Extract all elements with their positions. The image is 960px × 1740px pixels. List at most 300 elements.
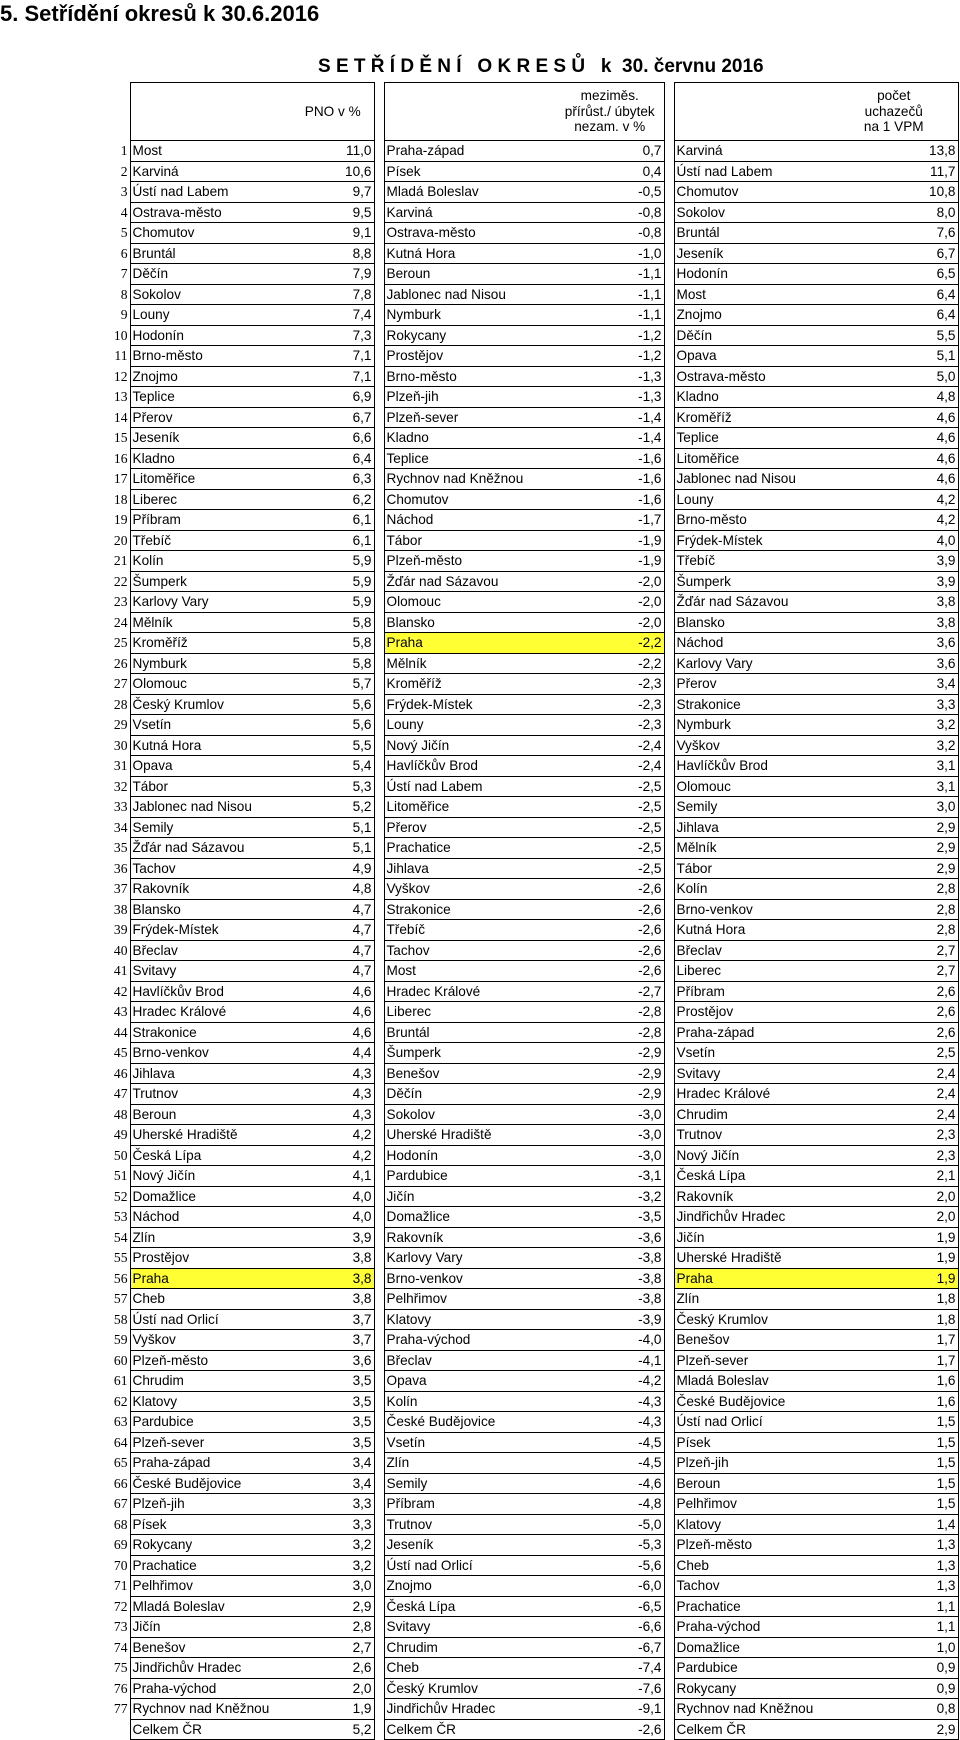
- rank-number: 20: [113, 532, 128, 548]
- applicants-value: 1,3: [830, 1555, 958, 1576]
- applicants-district: Pardubice: [674, 1658, 830, 1679]
- applicants-district: Žďár nad Sázavou: [674, 592, 830, 613]
- rank-number: 77: [113, 1701, 128, 1716]
- rank-number: 73: [113, 1619, 128, 1634]
- col1-name-header: [130, 83, 298, 141]
- change-district: Příbram: [384, 1494, 556, 1515]
- change-value: -0,8: [556, 223, 664, 244]
- pno-district: Vyškov: [130, 1330, 298, 1351]
- pno-district: Plzeň-jih: [130, 1494, 298, 1515]
- rank-number: 26: [113, 655, 128, 671]
- rank-number: 47: [113, 1086, 128, 1101]
- table-row: [100, 325, 958, 346]
- pno-district: Přerov: [130, 407, 298, 428]
- table-row: [100, 1227, 958, 1248]
- col2-header-line: přírůst./ úbytek: [564, 103, 655, 119]
- table-row: [100, 1104, 958, 1125]
- rank-number: 18: [113, 491, 128, 507]
- applicants-value: 1,3: [830, 1535, 958, 1556]
- table-row: [100, 879, 958, 900]
- change-district: Klatovy: [384, 1309, 556, 1330]
- pno-value: 2,9: [298, 1596, 374, 1617]
- pno-district: Hodonín: [130, 325, 298, 346]
- rank-number: 27: [113, 676, 128, 691]
- applicants-district: Rakovník: [674, 1186, 830, 1207]
- pno-district: Žďár nad Sázavou: [130, 838, 298, 859]
- change-district: Rakovník: [384, 1227, 556, 1248]
- pno-value: 11,0: [298, 141, 374, 162]
- change-value: -4,0: [556, 1330, 664, 1351]
- change-district: Kroměříž: [384, 674, 556, 695]
- applicants-value: 3,6: [830, 633, 958, 654]
- change-district: Vsetín: [384, 1432, 556, 1453]
- applicants-value: 2,4: [830, 1104, 958, 1125]
- change-value: -3,1: [556, 1166, 664, 1187]
- applicants-value: 2,9: [830, 817, 958, 838]
- pno-district: Benešov: [130, 1637, 298, 1658]
- table-row: [100, 1371, 958, 1392]
- applicants-district: Most: [674, 284, 830, 305]
- applicants-value: 3,9: [830, 571, 958, 592]
- change-district: Děčín: [384, 1084, 556, 1105]
- change-district: Rokycany: [384, 325, 556, 346]
- pno-district: Most: [130, 141, 298, 162]
- applicants-value: 0,9: [830, 1678, 958, 1699]
- pno-district: Frýdek-Místek: [130, 920, 298, 941]
- change-value: -2,5: [556, 838, 664, 859]
- applicants-value: 3,0: [830, 797, 958, 818]
- rank-number: 71: [113, 1578, 128, 1593]
- rank-number: 74: [113, 1639, 128, 1655]
- pno-district: Praha-východ: [130, 1678, 298, 1699]
- rank-number: 29: [113, 717, 128, 732]
- change-district: Český Krumlov: [384, 1678, 556, 1699]
- pno-value: 5,4: [298, 756, 374, 777]
- change-value: -4,8: [556, 1494, 664, 1515]
- applicants-district: Louny: [674, 489, 830, 510]
- pno-district: Ústí nad Orlicí: [130, 1309, 298, 1330]
- applicants-district: Beroun: [674, 1473, 830, 1494]
- pno-district: Kroměříž: [130, 633, 298, 654]
- change-district: Kutná Hora: [384, 243, 556, 264]
- table-row: [100, 797, 958, 818]
- pno-district: Brno-venkov: [130, 1043, 298, 1064]
- change-value: -1,3: [556, 366, 664, 387]
- table-row: [100, 1391, 958, 1412]
- pno-value: 6,3: [298, 469, 374, 490]
- table-row: [100, 1268, 958, 1289]
- change-value: -3,6: [556, 1227, 664, 1248]
- change-value: -6,7: [556, 1637, 664, 1658]
- rank-number: 75: [113, 1660, 128, 1675]
- change-district: Litoměřice: [384, 797, 556, 818]
- pno-district: Kladno: [130, 448, 298, 469]
- pno-value: 5,1: [298, 817, 374, 838]
- applicants-district: Uherské Hradiště: [674, 1248, 830, 1269]
- applicants-district: Přerov: [674, 674, 830, 695]
- change-value: 0,4: [556, 161, 664, 182]
- change-district: Most: [384, 961, 556, 982]
- change-value: -0,5: [556, 182, 664, 203]
- col3-name-header: [674, 83, 830, 141]
- pno-value: 4,0: [298, 1207, 374, 1228]
- change-value: -4,6: [556, 1473, 664, 1494]
- pno-district: Pardubice: [130, 1412, 298, 1433]
- change-district: Kolín: [384, 1391, 556, 1412]
- change-district: Cheb: [384, 1658, 556, 1679]
- applicants-value: 1,8: [830, 1289, 958, 1310]
- applicants-district: Svitavy: [674, 1063, 830, 1084]
- change-value: -4,3: [556, 1391, 664, 1412]
- change-district: Přerov: [384, 817, 556, 838]
- applicants-district: Plzeň-sever: [674, 1350, 830, 1371]
- applicants-district: Strakonice: [674, 694, 830, 715]
- rank-number: 36: [113, 860, 128, 876]
- table-row: [100, 858, 958, 879]
- applicants-district: Kladno: [674, 387, 830, 408]
- table-row: [100, 448, 958, 469]
- table-row: [100, 653, 958, 674]
- change-value: 0,7: [556, 141, 664, 162]
- rank-number: 6: [120, 245, 128, 261]
- table-row: [100, 1350, 958, 1371]
- pno-value: 6,4: [298, 448, 374, 469]
- applicants-district: Cheb: [674, 1555, 830, 1576]
- pno-value: 5,3: [298, 776, 374, 797]
- pno-district: Svitavy: [130, 961, 298, 982]
- applicants-value: 3,1: [830, 776, 958, 797]
- change-district: Strakonice: [384, 899, 556, 920]
- rank-number: 63: [113, 1414, 128, 1429]
- applicants-value: 3,2: [830, 715, 958, 736]
- applicants-district: Prachatice: [674, 1596, 830, 1617]
- applicants-district: Karviná: [674, 141, 830, 162]
- applicants-district: Kolín: [674, 879, 830, 900]
- rank-number: 30: [113, 737, 128, 753]
- applicants-district: Hradec Králové: [674, 1084, 830, 1105]
- pno-value: 5,8: [298, 653, 374, 674]
- applicants-district: Hodonín: [674, 264, 830, 285]
- rank-number: 62: [113, 1393, 128, 1409]
- table-row: [100, 1043, 958, 1064]
- pno-district: Náchod: [130, 1207, 298, 1228]
- change-district: Karlovy Vary: [384, 1248, 556, 1269]
- pno-district: Trutnov: [130, 1084, 298, 1105]
- applicants-value: 3,6: [830, 653, 958, 674]
- applicants-value: 1,9: [830, 1227, 958, 1248]
- rank-number: 44: [113, 1024, 128, 1040]
- pno-district: Český Krumlov: [130, 694, 298, 715]
- change-district: Praha-západ: [384, 141, 556, 162]
- change-value: -4,2: [556, 1371, 664, 1392]
- applicants-district: Třebíč: [674, 551, 830, 572]
- table-row: [100, 243, 958, 264]
- rank-number: 52: [113, 1188, 128, 1204]
- pno-district: Uherské Hradiště: [130, 1125, 298, 1146]
- pno-value: 4,1: [298, 1166, 374, 1187]
- applicants-district: Mělník: [674, 838, 830, 859]
- change-district: České Budějovice: [384, 1412, 556, 1433]
- pno-value: 8,8: [298, 243, 374, 264]
- pno-district: Prostějov: [130, 1248, 298, 1269]
- change-district: Tachov: [384, 940, 556, 961]
- rank-number: 54: [113, 1229, 128, 1245]
- rank-number: 12: [113, 368, 128, 384]
- applicants-district: Vsetín: [674, 1043, 830, 1064]
- change-district: Ústí nad Labem: [384, 776, 556, 797]
- change-value: -2,3: [556, 694, 664, 715]
- applicants-district: Plzeň-město: [674, 1535, 830, 1556]
- pno-district: Olomouc: [130, 674, 298, 695]
- pno-district: Karlovy Vary: [130, 592, 298, 613]
- applicants-value: 0,8: [830, 1699, 958, 1720]
- rank-header: [100, 83, 130, 141]
- change-value: -5,6: [556, 1555, 664, 1576]
- rank-number: 1: [120, 143, 128, 158]
- pno-value: 5,1: [298, 838, 374, 859]
- applicants-value: 5,1: [830, 346, 958, 367]
- applicants-district: Bruntál: [674, 223, 830, 244]
- pno-district: Chomutov: [130, 223, 298, 244]
- rank-number: 68: [113, 1516, 128, 1532]
- rank-number: 4: [120, 204, 128, 220]
- change-district: Třebíč: [384, 920, 556, 941]
- applicants-value: 2,6: [830, 981, 958, 1002]
- change-district: Rychnov nad Kněžnou: [384, 469, 556, 490]
- rank-number: 39: [113, 922, 128, 937]
- pno-value: 3,8: [298, 1268, 374, 1289]
- pno-value: 3,9: [298, 1227, 374, 1248]
- pno-district: Písek: [130, 1514, 298, 1535]
- district-ranking-table: [100, 82, 959, 1740]
- change-value: -1,0: [556, 243, 664, 264]
- pno-value: 4,7: [298, 899, 374, 920]
- change-district: Olomouc: [384, 592, 556, 613]
- rank-number: 56: [113, 1270, 128, 1286]
- change-district: Domažlice: [384, 1207, 556, 1228]
- total-row: [100, 1719, 958, 1740]
- applicants-value: 3,2: [830, 735, 958, 756]
- change-value: -3,2: [556, 1186, 664, 1207]
- table-row: [100, 1596, 958, 1617]
- pno-value: 4,4: [298, 1043, 374, 1064]
- change-value: -2,9: [556, 1043, 664, 1064]
- pno-district: Tábor: [130, 776, 298, 797]
- applicants-district: Ostrava-město: [674, 366, 830, 387]
- applicants-value: 4,6: [830, 448, 958, 469]
- applicants-district: Ústí nad Orlicí: [674, 1412, 830, 1433]
- pno-district: Kolín: [130, 551, 298, 572]
- rank-number: 3: [120, 184, 128, 199]
- change-district: Znojmo: [384, 1576, 556, 1597]
- change-value: -3,8: [556, 1289, 664, 1310]
- change-district: Havlíčkův Brod: [384, 756, 556, 777]
- pno-district: Jindřichův Hradec: [130, 1658, 298, 1679]
- rank-number: 48: [113, 1106, 128, 1122]
- pno-district: Jeseník: [130, 428, 298, 449]
- rank-number: 34: [113, 819, 128, 835]
- pno-district: Jihlava: [130, 1063, 298, 1084]
- applicants-value: 2,9: [830, 858, 958, 879]
- change-value: -1,4: [556, 407, 664, 428]
- pno-district: Plzeň-město: [130, 1350, 298, 1371]
- applicants-value: 1,5: [830, 1432, 958, 1453]
- applicants-value: 8,0: [830, 202, 958, 223]
- pno-district: Brno-město: [130, 346, 298, 367]
- applicants-value: 2,8: [830, 920, 958, 941]
- table-row: [100, 1186, 958, 1207]
- applicants-district: Znojmo: [674, 305, 830, 326]
- change-value: -1,2: [556, 325, 664, 346]
- change-district: Plzeň-město: [384, 551, 556, 572]
- change-district: Benešov: [384, 1063, 556, 1084]
- pno-value: 6,2: [298, 489, 374, 510]
- pno-district: Plzeň-sever: [130, 1432, 298, 1453]
- table-row: [100, 1678, 958, 1699]
- applicants-district: Brno-venkov: [674, 899, 830, 920]
- change-value: -2,6: [556, 899, 664, 920]
- change-value: -3,5: [556, 1207, 664, 1228]
- change-district: Sokolov: [384, 1104, 556, 1125]
- rank-number: 19: [113, 512, 128, 527]
- pno-value: 3,5: [298, 1432, 374, 1453]
- change-value: -2,9: [556, 1084, 664, 1105]
- table-title: S E T Ř Í D Ě N Í O K R E S Ů k 30. červnu 2016: [318, 56, 764, 77]
- col3-header-line: na 1 VPM: [863, 119, 924, 135]
- pno-district: Karviná: [130, 161, 298, 182]
- table-row: [100, 202, 958, 223]
- table-row: [100, 1309, 958, 1330]
- rank-number: 49: [113, 1127, 128, 1142]
- pno-district: Prachatice: [130, 1555, 298, 1576]
- rank-number: 65: [113, 1455, 128, 1470]
- change-value: -6,5: [556, 1596, 664, 1617]
- pno-value: 7,3: [298, 325, 374, 346]
- table-row: [100, 1555, 958, 1576]
- rank-number: 76: [113, 1680, 128, 1696]
- table-row: [100, 1617, 958, 1638]
- table-row: [100, 756, 958, 777]
- rank-number: 70: [113, 1557, 128, 1573]
- total-label: Celkem ČR: [674, 1719, 830, 1740]
- table-row: [100, 715, 958, 736]
- pno-district: Třebíč: [130, 530, 298, 551]
- change-value: -3,0: [556, 1145, 664, 1166]
- change-value: -1,6: [556, 489, 664, 510]
- table-row: [100, 551, 958, 572]
- table-row: [100, 161, 958, 182]
- rank-number: 40: [113, 942, 128, 958]
- change-value: -5,0: [556, 1514, 664, 1535]
- applicants-district: Jičín: [674, 1227, 830, 1248]
- table-row: [100, 612, 958, 633]
- applicants-value: 1,5: [830, 1473, 958, 1494]
- col3-header-line: uchazečů: [864, 103, 923, 119]
- rank-number: 45: [113, 1045, 128, 1060]
- pno-district: Rychnov nad Kněžnou: [130, 1699, 298, 1720]
- change-value: -2,4: [556, 756, 664, 777]
- applicants-value: 4,0: [830, 530, 958, 551]
- applicants-value: 2,8: [830, 899, 958, 920]
- applicants-value: 6,4: [830, 305, 958, 326]
- applicants-value: 1,9: [830, 1268, 958, 1289]
- table-row: [100, 1453, 958, 1474]
- table-row: [100, 899, 958, 920]
- applicants-district: Česká Lípa: [674, 1166, 830, 1187]
- applicants-district: Břeclav: [674, 940, 830, 961]
- table-row: [100, 633, 958, 654]
- pno-district: Klatovy: [130, 1391, 298, 1412]
- pno-district: Ostrava-město: [130, 202, 298, 223]
- table-row: [100, 1022, 958, 1043]
- rank-number: 16: [113, 450, 128, 466]
- pno-district: Břeclav: [130, 940, 298, 961]
- col2-header-line: meziměs.: [580, 88, 639, 104]
- applicants-value: 1,0: [830, 1637, 958, 1658]
- applicants-district: Kroměříž: [674, 407, 830, 428]
- applicants-value: 1,5: [830, 1494, 958, 1515]
- change-value: -2,6: [556, 920, 664, 941]
- rank-number: 50: [113, 1147, 128, 1163]
- change-value: -4,3: [556, 1412, 664, 1433]
- applicants-value: 3,1: [830, 756, 958, 777]
- applicants-district: Vyškov: [674, 735, 830, 756]
- change-value: -2,5: [556, 817, 664, 838]
- pno-value: 3,4: [298, 1453, 374, 1474]
- change-district: Hradec Králové: [384, 981, 556, 1002]
- change-value: -7,4: [556, 1658, 664, 1679]
- pno-value: 5,9: [298, 592, 374, 613]
- pno-district: Jablonec nad Nisou: [130, 797, 298, 818]
- change-district: Zlín: [384, 1453, 556, 1474]
- pno-value: 9,1: [298, 223, 374, 244]
- applicants-value: 3,8: [830, 592, 958, 613]
- pno-value: 3,0: [298, 1576, 374, 1597]
- rank-number: 25: [113, 635, 128, 650]
- pno-value: 5,9: [298, 571, 374, 592]
- pno-district: Rokycany: [130, 1535, 298, 1556]
- table-row: [100, 346, 958, 367]
- table-row: [100, 674, 958, 695]
- applicants-district: Benešov: [674, 1330, 830, 1351]
- applicants-district: Kutná Hora: [674, 920, 830, 941]
- applicants-district: Praha-západ: [674, 1022, 830, 1043]
- applicants-district: Klatovy: [674, 1514, 830, 1535]
- change-value: -1,9: [556, 530, 664, 551]
- pno-district: Mladá Boleslav: [130, 1596, 298, 1617]
- pno-value: 6,9: [298, 387, 374, 408]
- change-value: -2,0: [556, 612, 664, 633]
- table-row: [100, 407, 958, 428]
- rank-number: 21: [113, 553, 128, 568]
- applicants-value: 1,7: [830, 1350, 958, 1371]
- table-row: [100, 694, 958, 715]
- change-value: -6,6: [556, 1617, 664, 1638]
- applicants-value: 5,0: [830, 366, 958, 387]
- applicants-value: 11,7: [830, 161, 958, 182]
- pno-district: Jičín: [130, 1617, 298, 1638]
- applicants-district: Liberec: [674, 961, 830, 982]
- pno-value: 1,9: [298, 1699, 374, 1720]
- rank-number: 9: [120, 307, 128, 322]
- applicants-value: 2,0: [830, 1207, 958, 1228]
- change-district: Chomutov: [384, 489, 556, 510]
- applicants-district: Praha-východ: [674, 1617, 830, 1638]
- pno-district: Chrudim: [130, 1371, 298, 1392]
- change-district: Žďár nad Sázavou: [384, 571, 556, 592]
- applicants-district: Tábor: [674, 858, 830, 879]
- applicants-district: Blansko: [674, 612, 830, 633]
